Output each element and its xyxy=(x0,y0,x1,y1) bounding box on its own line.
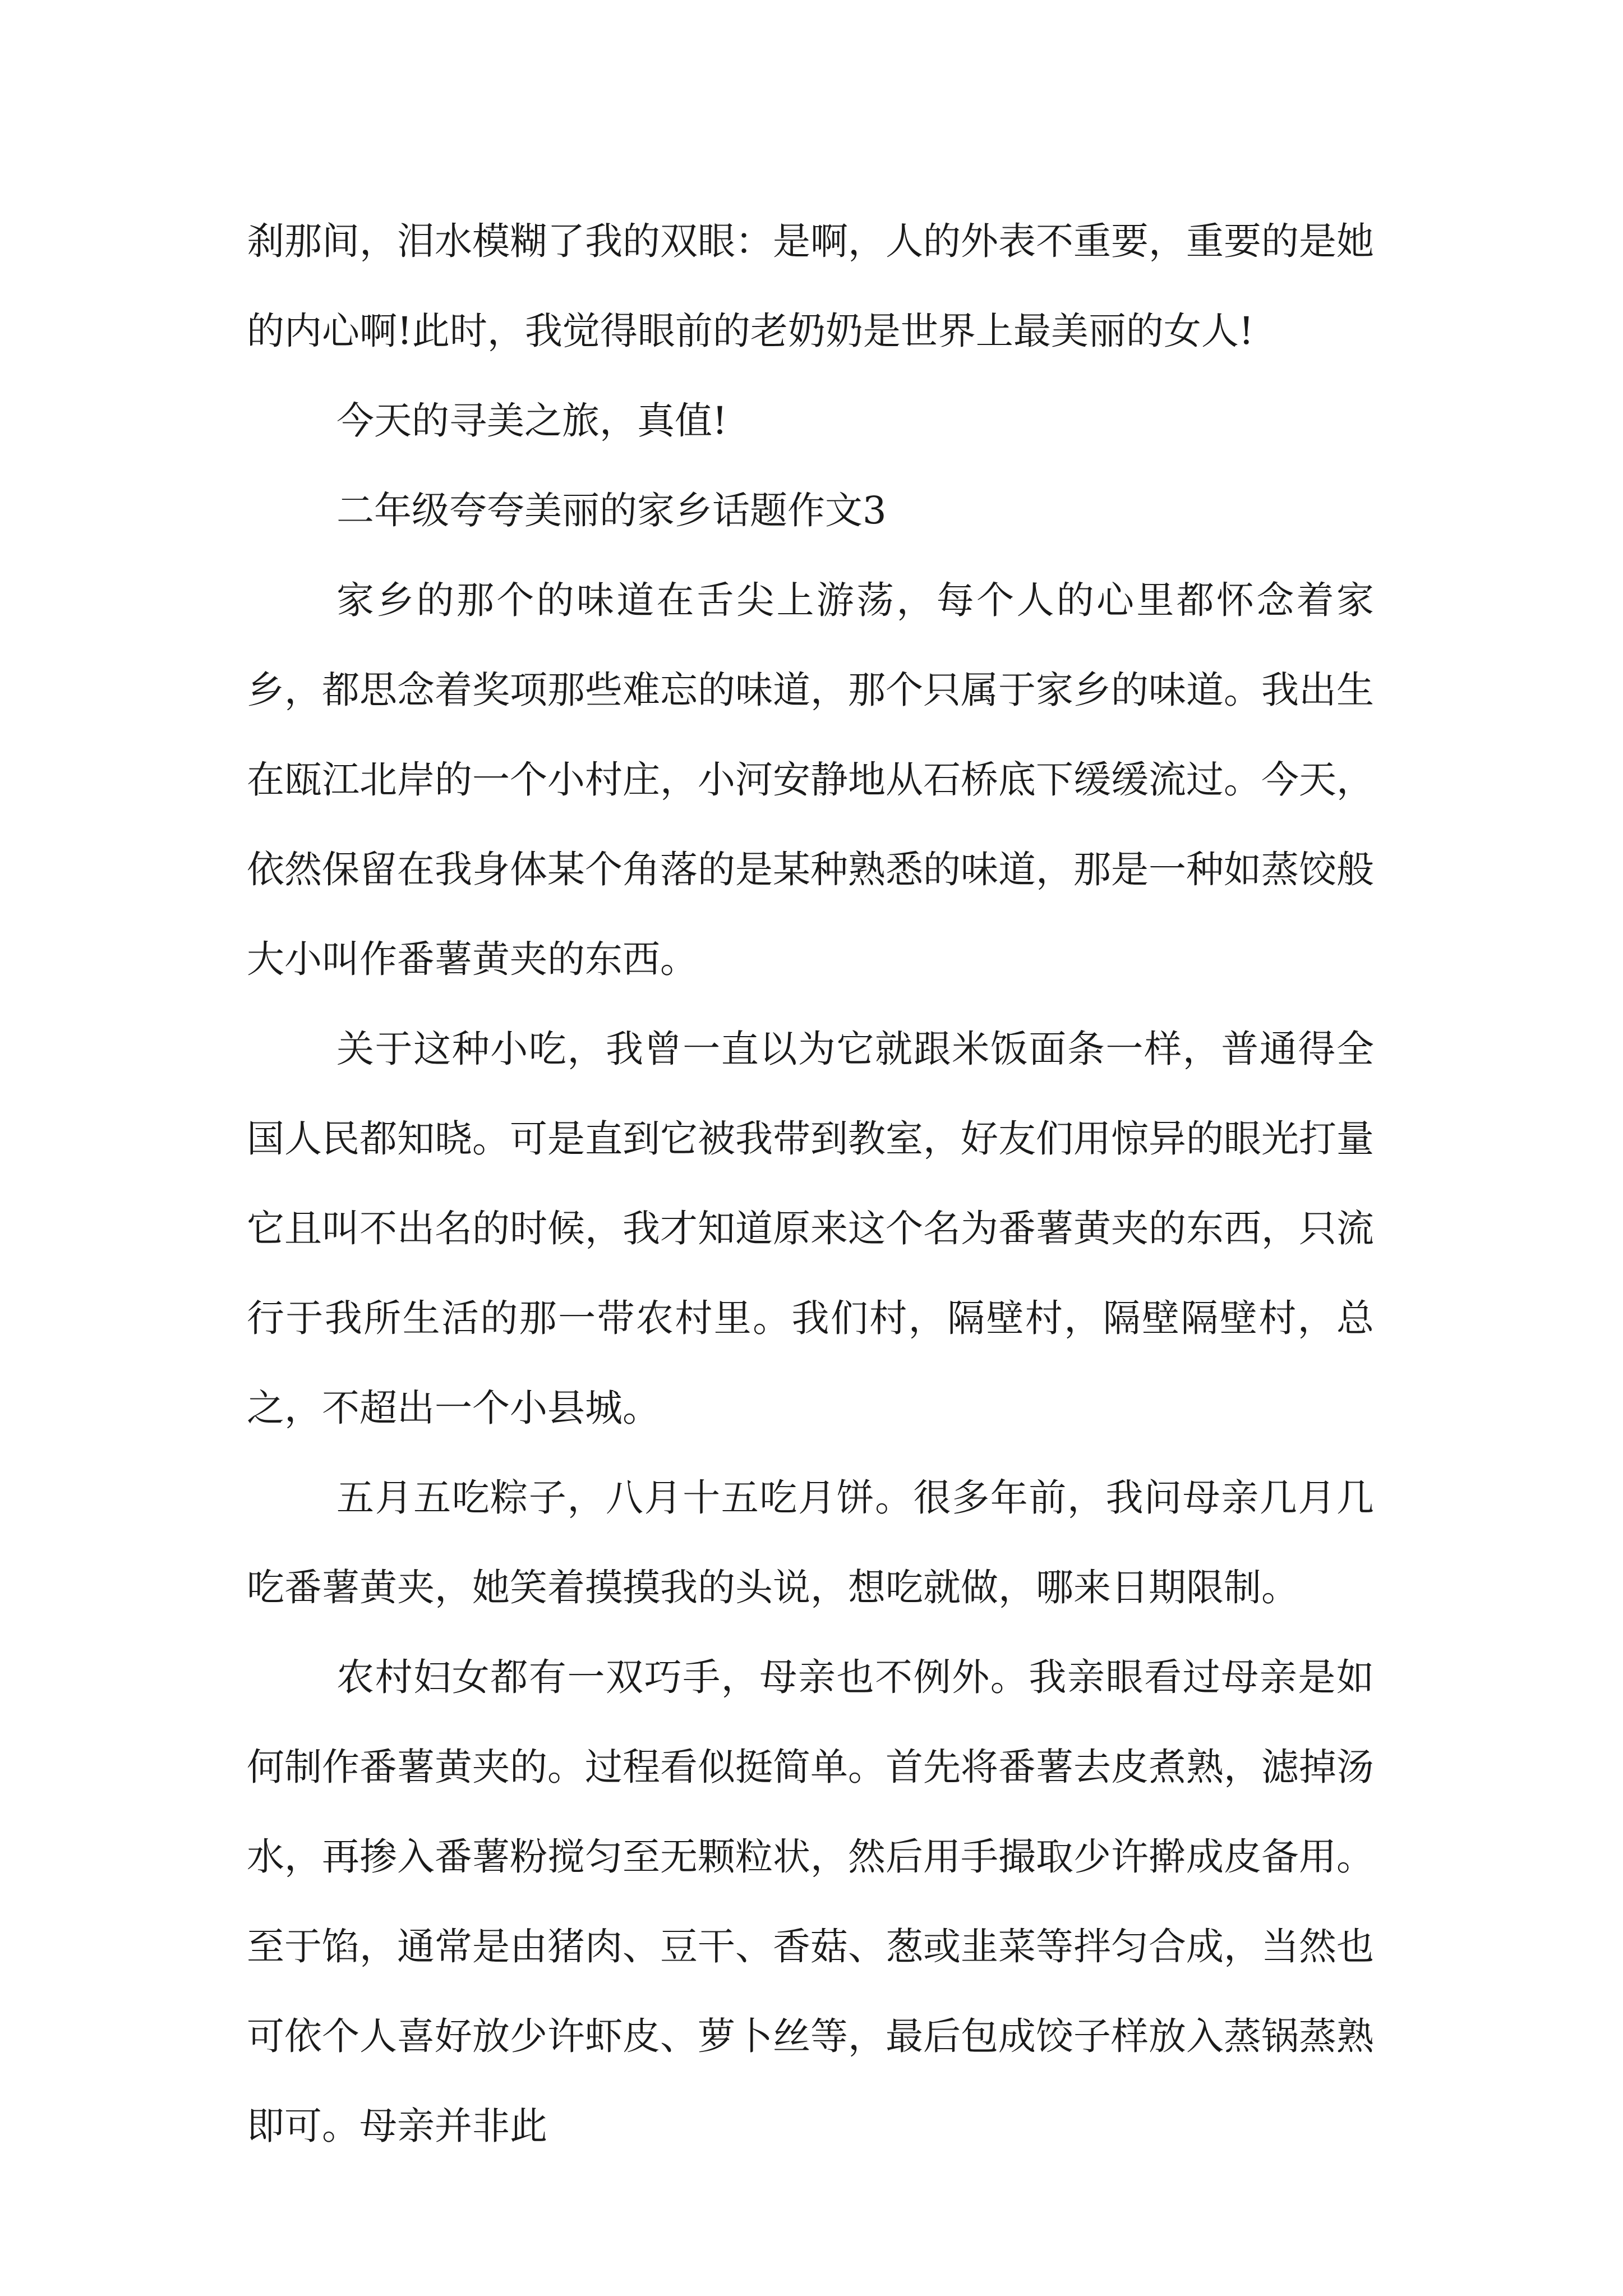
paragraph-7: 农村妇女都有一双巧手，母亲也不例外。我亲眼看过母亲是如何制作番薯黄夹的。过程看似挺简单。首先将番薯去皮煮熟，滤掉汤水，再掺入番薯粉搅匀至无颗粒状，然后用手撮取少许擀成皮备用。至于馅，通常是由猪肉、豆干、香菇、葱或韭菜等拌匀合成，当然也可依个人喜好放少许虾皮、萝卜丝等，最后包成饺子样放入蒸锅蒸熟即可。母亲并非此 xyxy=(247,1655,1374,2148)
paragraph-4: 家乡的那个的味道在舌尖上游荡，每个人的心里都怀念着家乡，都思念着奖项那些难忘的味道，那个只属于家乡的味道。我出生在瓯江北岸的一个小村庄，小河安静地从石桥底下缓缓流过。今天，依然保留在我身体某个角落的是某种熟悉的味道，那是一种如蒸饺般大小叫作番薯黄夹的东西。 xyxy=(247,578,1374,981)
body-text xyxy=(247,196,1374,2171)
paragraph-1: 刹那间，泪水模糊了我的双眼：是啊，人的外表不重要，重要的是她的内心啊!此时，我觉得眼前的老奶奶是世界上最美丽的女人! xyxy=(247,219,1374,353)
paragraph-5: 关于这种小吃，我曾一直以为它就跟米饭面条一样，普通得全国人民都知晓。可是直到它被我带到教室，好友们用惊异的眼光打量它且叫不出名的时候，我才知道原来这个名为番薯黄夹的东西，只流行于我所生活的那一带农村里。我们村，隔壁村，隔壁隔壁村，总之，不超出一个小县城。 xyxy=(247,1027,1374,1430)
paragraph-6: 五月五吃粽子，八月十五吃月饼。很多年前，我问母亲几月几吃番薯黄夹，她笑着摸摸我的头说，想吃就做，哪来日期限制。 xyxy=(247,1476,1374,1609)
essay-heading: 二年级夸夸美丽的家乡话题作文3 xyxy=(336,489,887,532)
paragraph-2: 今天的寻美之旅，真值! xyxy=(336,399,727,443)
